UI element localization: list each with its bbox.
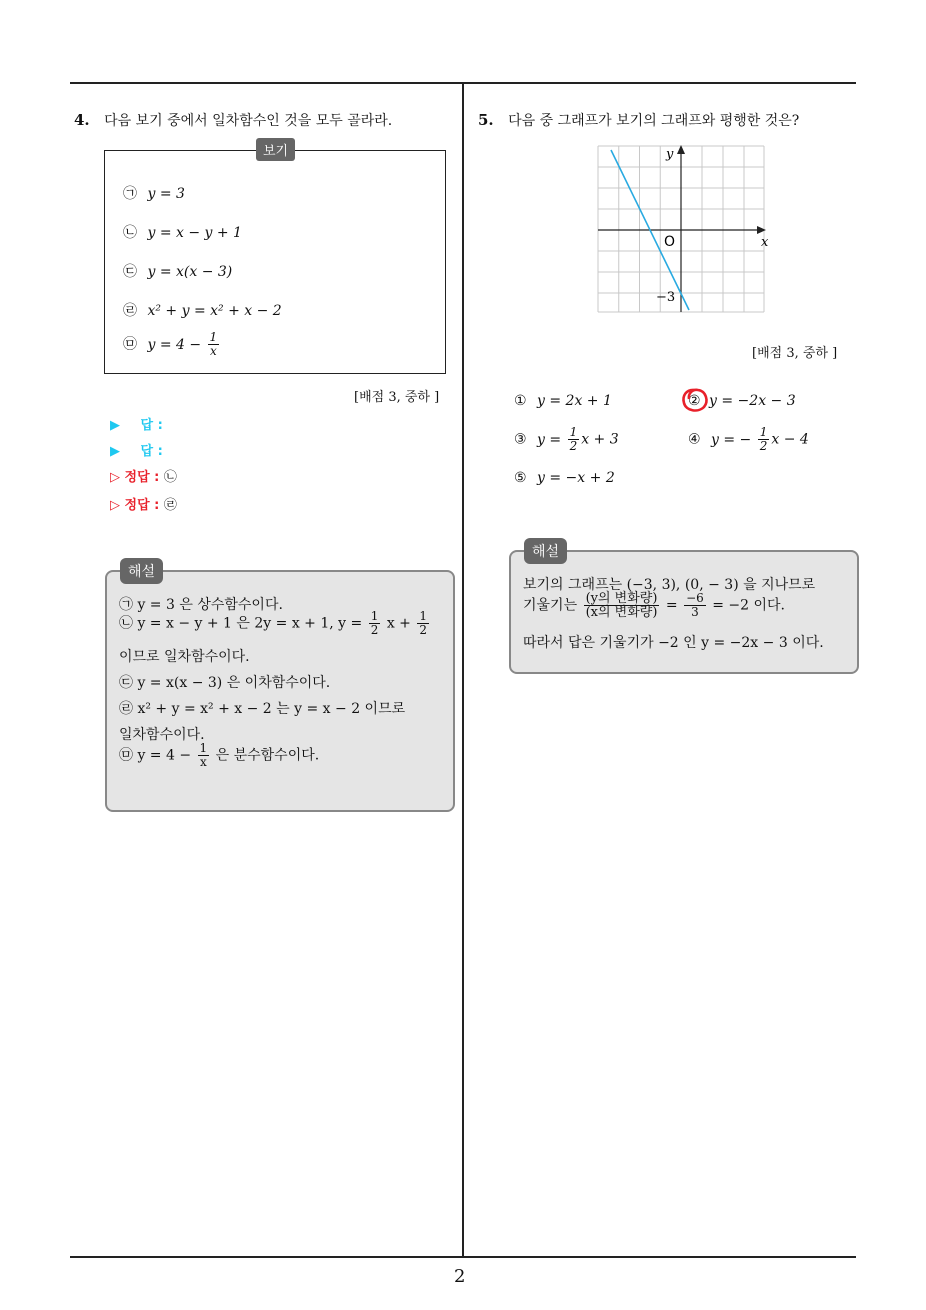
fraction: $\frac{1}{x}$ bbox=[209, 330, 218, 358]
fraction: $\frac{\text{(y의 변화량)}}{\text{(x의 변화량)}}$ bbox=[585, 591, 658, 620]
y-tick-label: −3 bbox=[656, 290, 676, 305]
play-arrow-icon: ▶ bbox=[110, 418, 120, 433]
q4-expl-line-4: ㉢ y = x(x − 3) 은 이차함수이다. bbox=[119, 675, 331, 691]
fraction: $\frac{1}{2}$ bbox=[370, 609, 379, 637]
q4-item-5: ㉤ y = 4 − $\frac{1}{x}$ bbox=[123, 330, 218, 358]
q4-correct-line-1: ▷ 정답 : ㉡ bbox=[110, 470, 177, 485]
q5-choice-1[interactable]: ① y = 2x + 1 bbox=[514, 393, 612, 409]
fraction: $\frac{-6}{3}$ bbox=[686, 591, 704, 619]
q4-explanation-label: 해설 bbox=[120, 558, 163, 584]
column-divider bbox=[462, 84, 464, 1258]
page-number: 2 bbox=[454, 1266, 466, 1287]
q5-expl-line-2: 기울기는 $\frac{\text{(y의 변화량)}}{\text{(x의 변화량)}}$ = $\frac{-6}{3}$ = −2 이다. bbox=[523, 591, 785, 620]
q5-explanation-label: 해설 bbox=[524, 538, 567, 564]
fraction: $\frac{1}{2}$ bbox=[419, 609, 427, 637]
q5-graph bbox=[596, 144, 772, 316]
fraction: $\frac{1}{2}$ bbox=[759, 425, 768, 453]
x-axis-arrow-icon bbox=[757, 226, 766, 234]
q4-explanation-box bbox=[105, 570, 455, 812]
q5-choice-3[interactable]: ③ y = $\frac{1}{2}$ x + 3 bbox=[514, 425, 619, 453]
y-axis-label: y bbox=[666, 147, 674, 162]
bottom-rule bbox=[70, 1256, 856, 1258]
q4-expl-line-5: ㉣ x² + y = x² + x − 2 는 y = x − 2 이므로 bbox=[119, 701, 406, 717]
q4-number: 4. bbox=[74, 111, 90, 129]
q4-answer-line-1: ▶ 답 : bbox=[110, 418, 163, 433]
q4-expl-line-1: ㉠ y = 3 은 상수함수이다. bbox=[119, 597, 283, 613]
q5-score: [배점 3, 중하 ] bbox=[752, 346, 838, 361]
fraction: $\frac{1}{x}$ bbox=[199, 741, 208, 769]
q4-item-1: ㉠ y = 3 bbox=[123, 186, 185, 202]
q5-explanation-box bbox=[509, 550, 859, 674]
q4-item-4: ㉣ x² + y = x² + x − 2 bbox=[123, 303, 282, 319]
origin-label: O bbox=[664, 234, 676, 250]
q4-expl-line-7: ㉤ y = 4 − $\frac{1}{x}$ 은 분수함수이다. bbox=[119, 741, 320, 769]
q4-correct-line-2: ▷ 정답 : ㉣ bbox=[110, 498, 177, 513]
q5-choice-2[interactable]: ② y = −2x − 3 bbox=[688, 393, 796, 409]
q4-question: 다음 보기 중에서 일차함수인 것을 모두 골라라. bbox=[104, 113, 393, 129]
play-arrow-icon: ▶ bbox=[110, 444, 120, 459]
q5-number: 5. bbox=[478, 111, 494, 129]
q5-header bbox=[478, 110, 799, 130]
outline-arrow-icon: ▷ bbox=[110, 498, 120, 513]
q4-bogi-label: 보기 bbox=[256, 138, 295, 161]
q4-header bbox=[74, 110, 392, 130]
q5-expl-line-1: 보기의 그래프는 (−3, 3), (0, − 3) 을 지나므로 bbox=[523, 577, 816, 593]
q5-choice-5[interactable]: ⑤ y = −x + 2 bbox=[514, 470, 615, 486]
fraction: $\frac{1}{2}$ bbox=[569, 425, 578, 453]
q4-item-2: ㉡ y = x − y + 1 bbox=[123, 225, 242, 241]
selected-circle-icon bbox=[680, 387, 710, 415]
q4-bogi-box bbox=[104, 150, 446, 374]
q5-question: 다음 중 그래프가 보기의 그래프와 평행한 것은? bbox=[508, 113, 800, 129]
q4-expl-line-3: 이므로 일차함수이다. bbox=[119, 649, 250, 665]
x-axis-label: x bbox=[761, 235, 769, 250]
q5-choice-4[interactable]: ④ y = − $\frac{1}{2}$ x − 4 bbox=[688, 425, 809, 453]
outline-arrow-icon: ▷ bbox=[110, 470, 120, 485]
q4-expl-line-6: 일차함수이다. bbox=[119, 727, 205, 743]
q4-expl-line-2: ㉡ y = x − y + 1 은 2y = x + 1, y = $\frac{1}{2}$ x + $\frac{1}{2}$ bbox=[119, 609, 427, 637]
q4-item-3: ㉢ y = x(x − 3) bbox=[123, 264, 233, 280]
q5-expl-line-3: 따라서 답은 기울기가 −2 인 y = −2x − 3 이다. bbox=[523, 635, 824, 651]
q4-score: [배점 3, 중하 ] bbox=[354, 390, 440, 405]
q4-answer-line-2: ▶ 답 : bbox=[110, 444, 163, 459]
